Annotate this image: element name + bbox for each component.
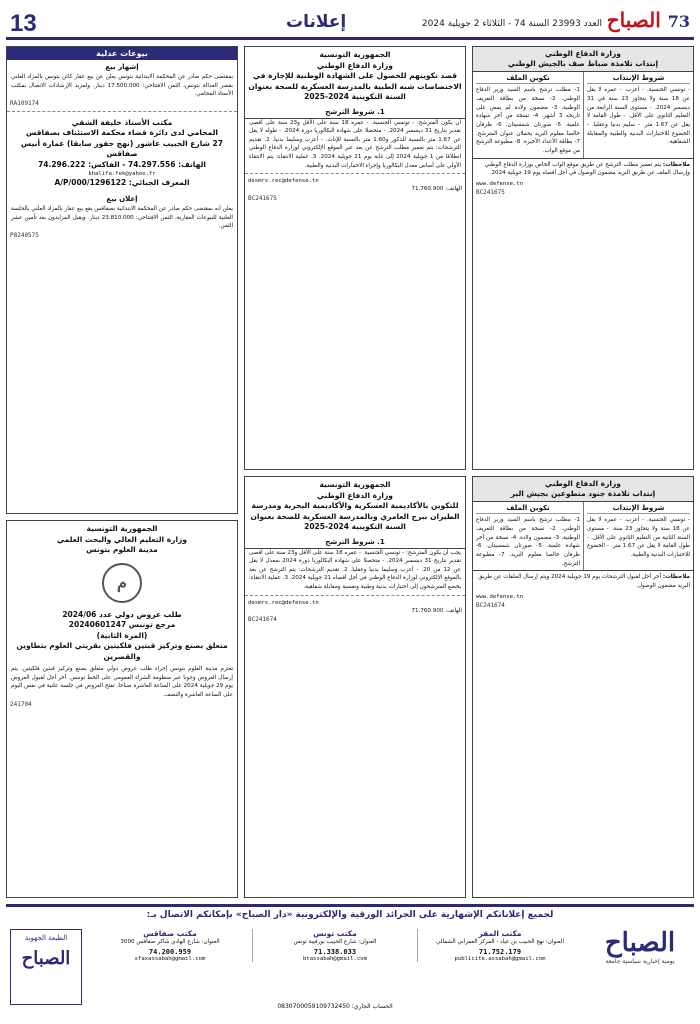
ad2-conditions-heading: شروط الإنتداب [587,504,690,514]
tender-ref: مرجع تونبس 20240601247 [68,620,176,629]
tender-heading: طلب عروض دولي عدد 2024/06 [62,609,182,619]
page-number: 13 [10,10,37,37]
ad1-file-heading: تكوين الملف [476,74,580,84]
ad2-conditions-text: - تونسي الجنسية. - أعزب. - عمره لا يقل عن 18 سنة ولا يتجاوز 23 سنة. - مستوى السنة الثانية من التعليم الثانوي على الأقل. - طول القامة لا يقل عن 1.67 متر. - الخضوع للاختبارات البدنية والطبية. [587,517,691,558]
ad2-code: BC241674 [476,601,505,609]
tender-heading-block [7,607,237,666]
office-address: العنوان: شارع الحبيب بورقيبة تونس [293,939,377,945]
lawyer-subtitle: المحامي لدى دائرة قضاء محكمة الاستئناف بصفاقس [25,128,218,138]
ad3-title1: الجمهورية التونسية [319,50,391,59]
office-list [88,929,582,962]
ad1-title1: وزارة الدفاع الوطني [545,49,621,58]
footer-logo-text: الصباح [604,928,676,958]
sale1-text: بمقتضى حكم صادر عن المحكمة الابتدائية بتونس يعلن عن بيع عقار كائن بتونس بالمزاد العلني بقصر العدالة بتونس، الثمن الافتتاحي: 17.500.000 دينار. ولمزيد الإرشادات الاتصال بمكتب الأستاذ المحامي. [11,74,233,98]
ad2-notes-title: ملاحظات: [662,574,690,581]
tender-code: 241704 [10,700,32,708]
column-right [472,46,694,898]
lawyer-tax-id: المعرف الجبائي: 1296122/A/P/000 [54,178,190,188]
footer-logo [590,929,690,989]
ad3-email-link[interactable]: desmrs.rec@defense.tn [248,178,319,185]
office-address: العنوان: نهج الحبيب بن عياد - المركز العمراني الشمالي [436,939,564,945]
office-name: مكتب تونس [313,929,357,938]
column-left [6,46,238,898]
ad3-phone: الهاتف: 71.760.900 [411,186,462,193]
office-sfax [88,929,252,962]
ad4-title2: وزارة الدفاع الوطني [317,490,393,500]
page-header [6,8,694,40]
sale2-code: P8240575 [10,231,39,239]
ad2-file [473,502,583,570]
lawyer-block [7,115,237,192]
ad2-columns [473,502,693,570]
lawyer-email-link[interactable]: khalifa.fek@yahoo.fr [88,171,156,178]
office-phone: 71.752.179 [478,948,522,957]
page-footer [6,904,694,1018]
footer-logo-subtitle: يومية إخبارية سياسية جامعة [605,957,675,965]
ad3-body-text: أن يكون المترشح: - تونسي الجنسية. - عمره 18 سنة على الأقل و23 سنة على أقصى تقدير بتاريخ 31 ديسمبر 2024. - متحصلا على شهادة البكالوريا دورة 2024. - طوله لا يقل عن 1.67 متر بالنسبة للذكور و1.60 متر بالنسبة للإناث. - أعزب وسليما بدنيا. 2. تقديم الترشحات: يتم تعمير مطلب الترشح عن بعد عبر الموقع الإلكتروني لوزارة الدفاع الوطني انطلاقا من 1 جويلية 2024 إلى غاية يوم 21 جويلية 2024. 3. عملية الانتقاء: يتم الانتقاء الأولي على أساس معدل البكالوريا وإجراء الاختبارات البدنية والطبية. [249,119,462,169]
newspaper-logo [604,8,690,36]
office-tunis [252,929,417,962]
ad1-website-link[interactable]: www.defense.tn [476,180,524,187]
office-email-link[interactable]: btassabah@gmail.com [303,956,367,963]
ad2-conditions [583,502,693,570]
tender-notice [6,520,238,898]
science-city-logo-icon: م [102,563,142,603]
ad2-title1: وزارة الدفاع الوطني [545,479,621,488]
regional-edition-label: الطبعة الجهوية [24,934,68,942]
ad4-subtitle: 1. شروط الترشح [245,536,465,549]
logo-text: الصباح [606,8,661,32]
regional-edition-logo [10,929,82,1005]
ad2-notes-text: آخر أجل لقبول الترشحات يوم 19 جويلية 2024 ويتم إرسال الملفات عن طريق البريد مضمون الوصول. [478,574,690,589]
footer-title: لجميع إعلاناتكم الإشهارية على الجرائد الورقية والإلكترونية «دار الصباح» بإمكانكم الاتصال بـ: [146,910,554,920]
ad4-title3: للتكوين بالأكاديمية العسكرية والأكاديمية البحرية ومدرسة الطيران ببرج العامري وبالمدرسة العسكرية للصحة بعنوان السنة التكوينية 2024-2025 [250,501,460,531]
sale1-code: RA109174 [10,99,39,107]
office-address: العنوان: شارع الهادي شاكر صفاقس 3000 [120,939,220,945]
ad1-notes-title: ملاحظات: [662,161,690,168]
ad4-head [245,477,465,536]
issue-info: العدد 23993 السنة 74 - الثلاثاء 2 جويلية 2024 [421,19,602,29]
sale2-title: إعلان بيع [106,194,138,203]
ad2-notes [473,570,693,592]
ad4-body-text: يجب أن يكون المترشح: - تونسي الجنسية. - عمره 18 سنة على الأقل و23 سنة على أقصى تقدير بتاريخ 31 ديسمبر 2024. - متحصلا على شهادة البكالوريا دورة 2024 بمعدل لا يقل عن 12 من 20. - أعزب وسليما بدنيا وعقليا. 2. تقديم الترشحات: يتم الترشح عن بعد بالموقع الإلكتروني لوزارة الدفاع الوطني في أجل أقصاه 21 جويلية 2024. 3. عملية الانتقاء: يخضع المترشحون إلى اختبارات بدنية وطبية ونفسية ومقابلة شفاهية. [249,549,462,591]
tender-body [7,665,237,700]
sales-banner: بيوعات عدلية [7,47,237,60]
sale2-body [7,205,237,231]
ad4-email-link[interactable]: desmrs.rec@defense.tn [248,599,319,606]
ad3-title2: وزارة الدفاع الوطني [317,60,393,70]
regional-edition-name: الصباح [21,948,71,969]
ad4-body [245,549,465,592]
ad1-title2: إنتداب تلامذة ضباط صف بالجيش الوطني [507,59,659,69]
sale1-title: إشهار بيع [105,63,139,71]
logo-year: 73 [667,12,690,31]
judicial-sales [6,46,238,514]
ad1-columns [473,72,693,157]
ad-nco-recruitment [472,46,694,470]
lawyer-phone: الهاتف: 74.297.556 - الفاكس: 74.296.222 [38,159,206,169]
tender-round: (المرة الثانية) [96,630,148,640]
ad3-code: BC241675 [248,195,277,203]
ad1-file [473,72,583,157]
ad-paramedical-training [244,46,466,470]
tender-title2: وزارة التعليم العالي والبحث العلمي [56,534,188,544]
lawyer-title: مكتب الأستاذ خليفة الشقي [71,117,173,127]
office-name: مكتب المقر [478,929,522,938]
ad1-conditions-text: - تونسي الجنسية. - أعزب. - عمره لا يقل عن 18 سنة ولا يتجاوز 23 سنة في 31 ديسمبر 2024. - مستوى السنة الرابعة من التعليم الثانوي على الأقل. - طول القامة لا يقل عن 1.67 متر. - سليم بدنيا وعقليا. - الخضوع للاختبارات البدنية والطبية والمقابلة الشفاهية. [587,87,691,146]
ad4-phone: الهاتف: 71.760.900 [411,607,462,614]
tender-text: تعتزم مدينة العلوم بتونس إجراء طلب عروض دولي متعلق بصنع وتركيز قبتين فلكيتين. يتم إرسال العروض وجوبا عبر منظومة الشراء العمومي على الخط تونبس. آخر أجل لقبول العروض يوم 29 جويلية 2024 على الساعة العاشرة صباحا. تفتح العروض في جلسة علنية في نفس اليوم على الساعة العاشرة والنصف. [11,666,233,698]
office-email-link[interactable]: sfaxassabah@gmail.com [134,956,206,963]
office-phone: 74.200.959 [148,948,192,957]
office-hq [417,929,582,962]
ad1-title [473,47,693,72]
ad-military-academy [244,476,466,898]
ad3-divider [245,173,465,174]
lawyer-address: 27 شارع الحبيب عاشور (نهج حفوز سابقا) عمارة أنيس صفاقس [21,138,223,159]
tender-title3: مدينة العلوم بتونس [86,545,158,554]
ad1-conditions-heading: شروط الإنتداب [587,74,690,84]
ad3-body [245,119,465,171]
ad3-head [245,47,465,106]
ad3-subtitle: 1. شروط الترشح [245,106,465,119]
footer-account: الحساب الجاري: 0830700059109732450 [277,1003,393,1010]
ad3-title3: قصد تكوينهم للحصول على الشهادة الوطنية للإجازة في الاختصاصات شبه الطبية بالمدرسة العسكرية للصحة بعنوان السنة التكوينية 2024-2025 [248,71,462,101]
sale2-text: يعلن أنه بمقتضى حكم صادر عن المحكمة الابتدائية بصفاقس يقع بيع عقار بالمزاد العلني بالجلسة العلنية للبيوعات العقارية، الثمن الافتتاحي: 23.810.000 دينار. ويقبل المزايدون بعد تأمين عشر الثمن. [11,205,233,230]
ad2-website-link[interactable]: www.defense.tn [476,593,524,600]
office-name: مكتب صفاقس [143,929,197,938]
ad-soldier-recruitment [472,476,694,898]
ad1-notes [473,158,693,180]
ad1-conditions [583,72,693,157]
ad2-title [473,477,693,502]
ad1-notes-text: يتم تعمير مطلب الترشح عن طريق موقع الواب الخاص بوزارة الدفاع الوطني وإرسال الملف عن طريق البريد مضمون الوصول في أجل أقصاه يوم 19 جويلية 2024. [484,161,690,177]
tender-head [7,521,237,559]
office-phone: 71.338.033 [313,948,357,957]
ad2-file-heading: تكوين الملف [476,504,580,514]
ad4-code: BC241674 [248,616,277,624]
column-middle [244,46,466,898]
sales-divider-1 [7,111,237,112]
ad4-title1: الجمهورية التونسية [319,480,391,489]
ad1-file-text: 1- مطلب ترشح باسم السيد وزير الدفاع الوطني. 2- نسخة من بطاقة التعريف الوطنية. 3- مضمون ولادة لم يمض على تاريخه 3 أشهر. 4- نسخة من آخر شهادة علمية. 5- صورتان شمسيتان. 6- ظرفان خالصا معلوم البريد يحملان عنوان المترشح. 7- بطاقة الأعداد الأخيرة. 8- مطبوعة الترشح من موقع الواب. [476,87,581,154]
office-email-link[interactable]: publicite.assabah@gmail.com [454,956,546,963]
tender-subject: متعلق بصنع وتركيز قبتين فلكيتين بقريتي العلوم بتطاوين والقصرين [16,641,228,661]
ad2-title2: إنتداب تلامذة جنود متطوعين بجيش البر [510,489,656,499]
tender-title1: الجمهورية التونسية [86,524,158,533]
section-title: إعلانات [286,12,347,32]
ad1-code: BC241675 [476,188,505,196]
ad4-divider [245,595,465,596]
sale1-body [7,73,237,99]
ad2-file-text: 1- مطلب ترشح باسم السيد وزير الدفاع الوطني. 2- نسخة من بطاقة التعريف الوطنية. 3- مضمون ولادة. 4- نسخة من آخر شهادة علمية. 5- صورتان شمسيتان. 6- ظرفان خالصا معلوم البريد. 7- مطبوعة الترشح. [476,517,581,567]
